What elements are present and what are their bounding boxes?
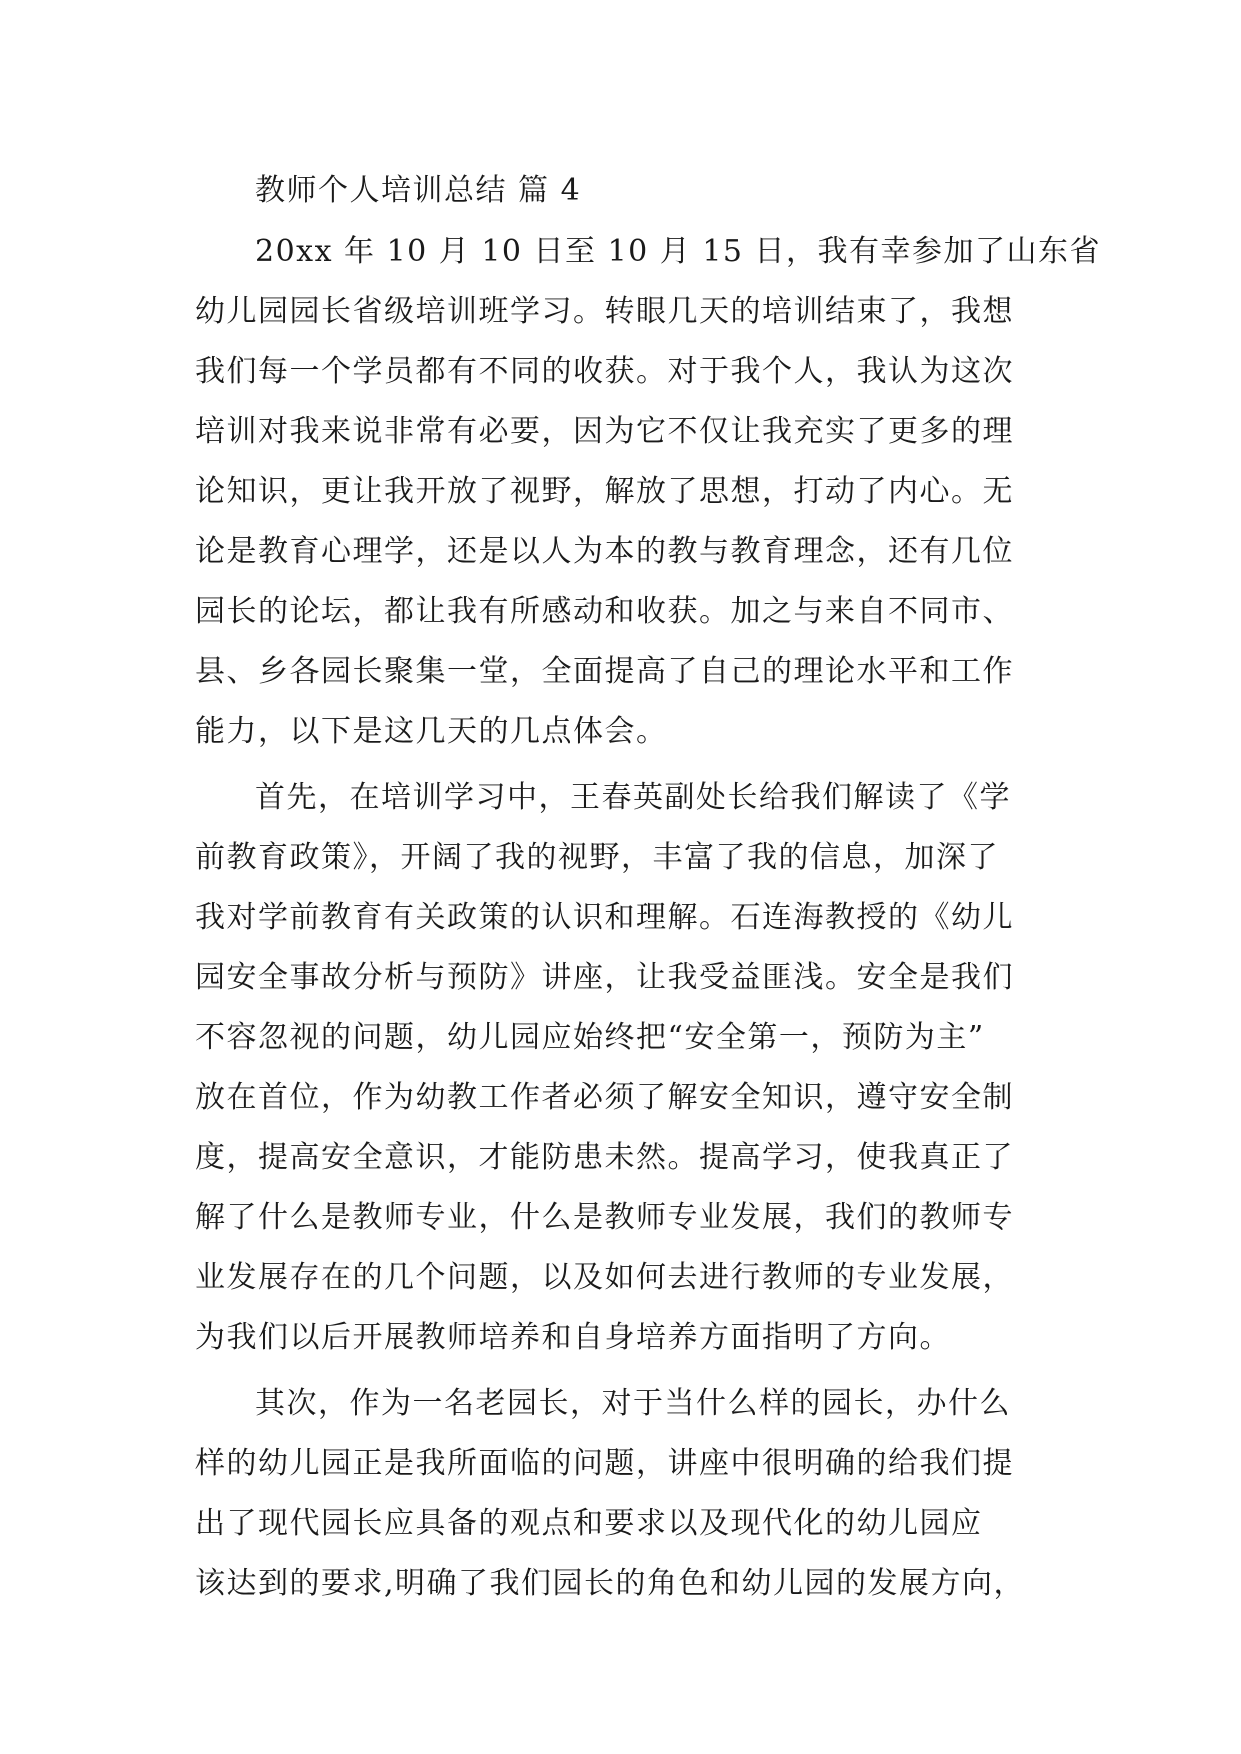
paragraph-line: 园长的论坛，都让我有所感动和收获。加之与来自不同市、 <box>195 594 1014 629</box>
paragraph-line: 培训对我来说非常有必要，因为它不仅让我充实了更多的理 <box>195 414 1014 449</box>
paragraph-line: 样的幼儿园正是我所面临的问题，讲座中很明确的给我们提 <box>195 1446 1014 1481</box>
paragraph-line: 放在首位，作为幼教工作者必须了解安全知识，遵守安全制 <box>195 1080 1014 1115</box>
document-title: 教师个人培训总结 篇 4 <box>255 173 582 208</box>
paragraph-2 <box>195 768 1055 1368</box>
paragraph-line: 该达到的要求,明确了我们园长的角色和幼儿园的发展方向， <box>195 1566 1026 1601</box>
paragraph-line: 论是教育心理学，还是以人为本的教与教育理念，还有几位 <box>195 534 1014 569</box>
document-body <box>195 160 1102 1614</box>
paragraph-1 <box>195 222 1102 762</box>
paragraph-line: 能力，以下是这几天的几点体会。 <box>195 714 668 749</box>
paragraph-3 <box>195 1374 1055 1614</box>
paragraph-line: 其次，作为一名老园长，对于当什么样的园长，办什么 <box>255 1386 1011 1421</box>
paragraph-line: 出了现代园长应具备的观点和要求以及现代化的幼儿园应 <box>195 1506 983 1541</box>
paragraph-line: 我对学前教育有关政策的认识和理解。石连海教授的《幼儿 <box>195 900 1014 935</box>
paragraph-line: 园安全事故分析与预防》讲座，让我受益匪浅。安全是我们 <box>195 960 1014 995</box>
paragraph-line: 20xx 年 10 月 10 日至 10 月 15 日，我有幸参加了山东省 <box>255 234 1102 269</box>
paragraph-line: 不容忽视的问题，幼儿园应始终把“安全第一，预防为主” <box>195 1020 985 1055</box>
paragraph-line: 业发展存在的几个问题，以及如何去进行教师的专业发展， <box>195 1260 1014 1295</box>
paragraph-line: 解了什么是教师专业，什么是教师专业发展，我们的教师专 <box>195 1200 1014 1235</box>
paragraph-line: 度，提高安全意识，才能防患未然。提高学习，使我真正了 <box>195 1140 1014 1175</box>
paragraph-line: 为我们以后开展教师培养和自身培养方面指明了方向。 <box>195 1320 951 1355</box>
paragraph-line: 前教育政策》，开阔了我的视野，丰富了我的信息，加深了 <box>195 840 999 875</box>
paragraph-line: 幼儿园园长省级培训班学习。转眼几天的培训结束了，我想 <box>195 294 1014 329</box>
paragraph-line: 我们每一个学员都有不同的收获。对于我个人，我认为这次 <box>195 354 1014 389</box>
paragraph-line: 首先，在培训学习中，王春英副处长给我们解读了《学 <box>255 780 1011 815</box>
paragraph-line: 论知识，更让我开放了视野，解放了思想，打动了内心。无 <box>195 474 1014 509</box>
paragraph-line: 县、乡各园长聚集一堂，全面提高了自己的理论水平和工作 <box>195 654 1014 689</box>
